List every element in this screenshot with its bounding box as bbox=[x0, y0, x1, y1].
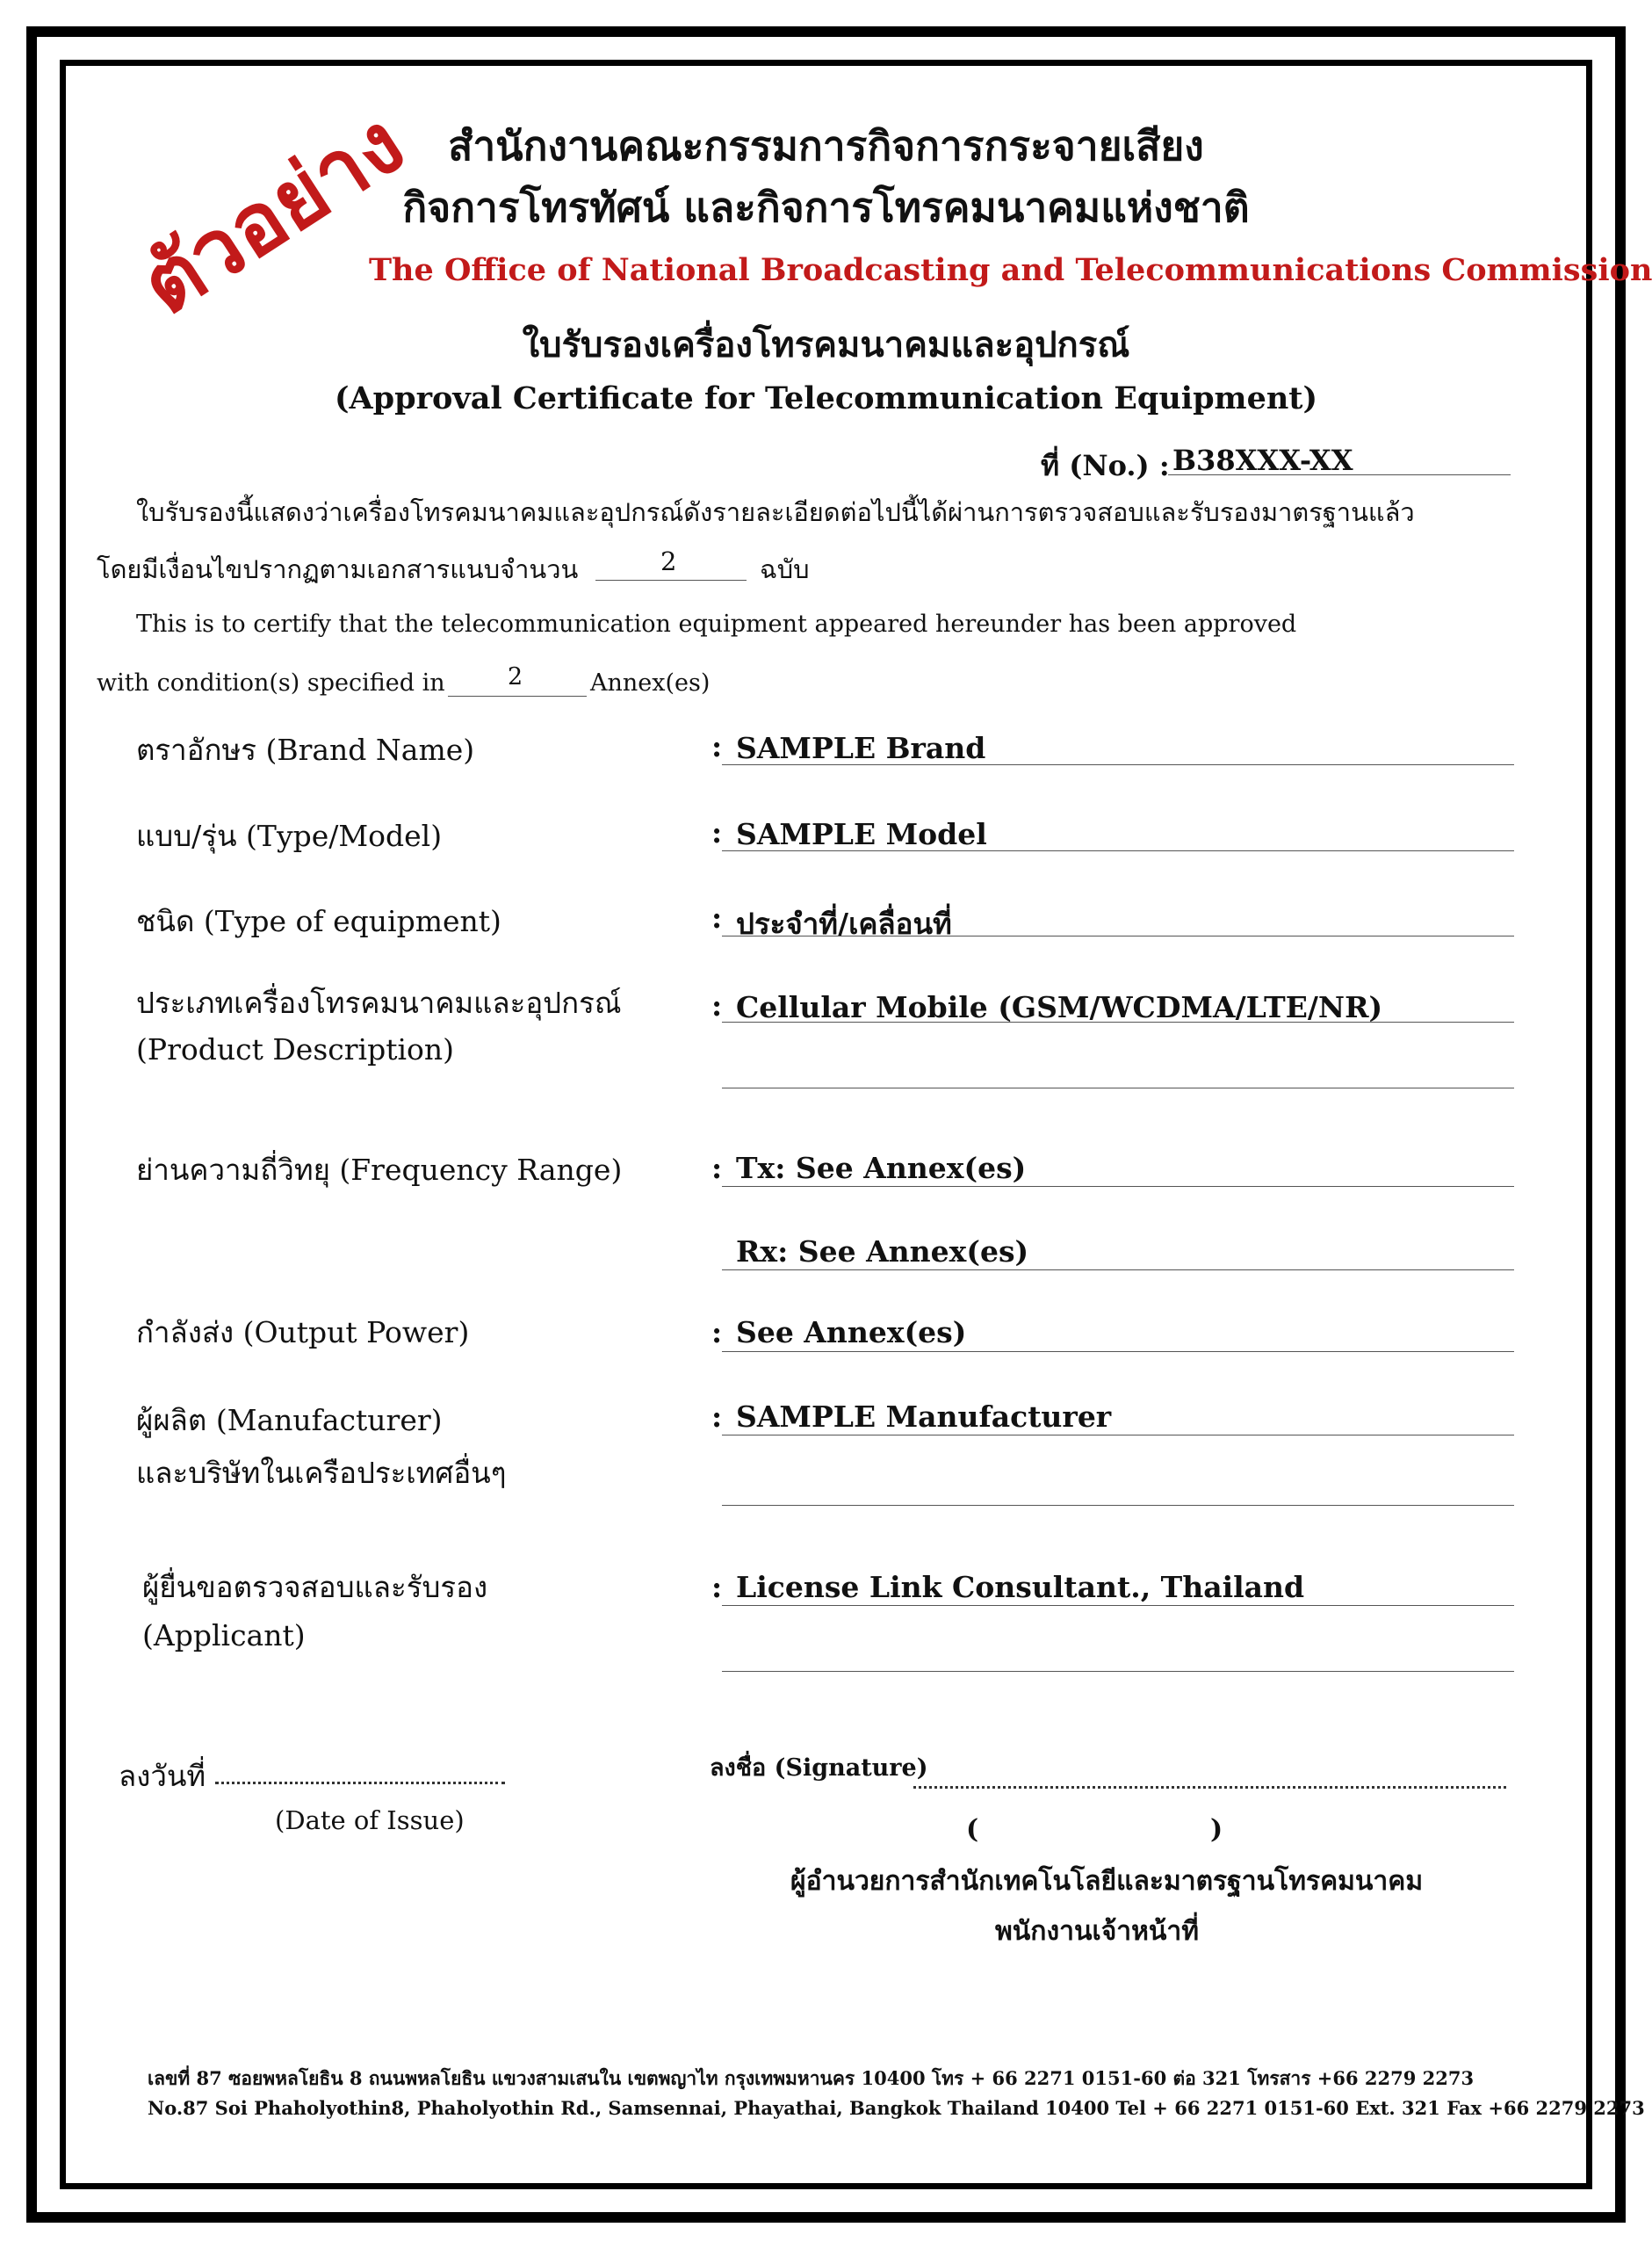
date-caption: (Date of Issue) bbox=[275, 1805, 465, 1835]
signature-label: ลงชื่อ (Signature) bbox=[710, 1754, 928, 1782]
desc-line-1 bbox=[722, 1022, 1514, 1023]
sample-stamp: ตัวอย่าง bbox=[123, 92, 422, 335]
intro-th-line2-prefix: โดยมีเงื่อนไขปรากฏตามเอกสารแนบจำนวน bbox=[97, 554, 579, 584]
power-line bbox=[722, 1351, 1514, 1352]
desc-value: Cellular Mobile (GSM/WCDMA/LTE/NR) bbox=[736, 990, 1383, 1024]
power-value: See Annex(es) bbox=[736, 1315, 967, 1349]
model-colon: : bbox=[711, 815, 723, 850]
freq-rx-line bbox=[722, 1269, 1514, 1270]
intro-th-annex-line bbox=[595, 580, 747, 581]
title-en: The Office of National Broadcasting and Telecommunications Commission bbox=[369, 252, 1652, 288]
mfr-label-2: และบริษัทในเครือประเทศอื่นๆ bbox=[136, 1456, 507, 1490]
type-colon: : bbox=[711, 900, 723, 935]
intro-en-line1: This is to certify that the telecommunication equipment appeared hereunder has been approved bbox=[136, 611, 1297, 638]
freq-colon: : bbox=[711, 1151, 723, 1185]
cert-title-th: ใบรับรองเครื่องโทรคมนาคมและอุปกรณ์ bbox=[522, 324, 1130, 365]
date-dotted-line bbox=[215, 1782, 505, 1784]
brand-colon: : bbox=[711, 729, 723, 763]
date-label: ลงวันที่ bbox=[119, 1759, 206, 1793]
power-colon: : bbox=[711, 1315, 723, 1349]
freq-label: ย่านความถี่วิทยุ (Frequency Range) bbox=[136, 1153, 623, 1187]
brand-label: ตราอักษร (Brand Name) bbox=[136, 733, 475, 767]
applicant-label-2: (Applicant) bbox=[142, 1618, 306, 1652]
mfr-value: SAMPLE Manufacturer bbox=[736, 1399, 1112, 1434]
footer-address-en: No.87 Soi Phaholyothin8, Phaholyothin Rd., Samsennai, Phayathai, Bangkok Thailand 10400 Tel + 66 2271 0151-60 Ext. 321 Fax +66 2279 2273 bbox=[148, 2097, 1645, 2119]
desc-label-th: ประเภทเครื่องโทรคมนาคมและอุปกรณ์ bbox=[136, 986, 622, 1020]
signatory-position: ผู้อำนวยการสำนักเทคโนโลยีและมาตรฐานโทรคมนาคม bbox=[790, 1866, 1424, 1897]
title-th-line1: สำนักงานคณะกรรมการกิจการกระจายเสียง bbox=[448, 122, 1204, 170]
cert-number-label: ที่ (No.) : bbox=[1041, 449, 1170, 482]
applicant-colon: : bbox=[711, 1570, 723, 1604]
intro-th-annex-count: 2 bbox=[660, 546, 677, 576]
cert-title-en: (Approval Certificate for Telecommunication Equipment) bbox=[334, 380, 1318, 416]
applicant-label-1: ผู้ยื่นขอตรวจสอบและรับรอง bbox=[142, 1570, 488, 1604]
signatory-role: พนักงานเจ้าหน้าที่ bbox=[995, 1916, 1200, 1947]
brand-value: SAMPLE Brand bbox=[736, 731, 986, 765]
freq-tx-line bbox=[722, 1186, 1514, 1187]
mfr-colon: : bbox=[711, 1399, 723, 1434]
power-label: กำลังส่ง (Output Power) bbox=[136, 1315, 470, 1349]
title-th-line2: กิจการโทรทัศน์ และกิจการโทรคมนาคมแห่งชาติ bbox=[402, 184, 1250, 231]
model-line bbox=[722, 850, 1514, 851]
freq-rx-value: Rx: See Annex(es) bbox=[736, 1234, 1029, 1269]
model-value: SAMPLE Model bbox=[736, 817, 987, 851]
desc-colon: : bbox=[711, 988, 723, 1023]
applicant-line-2 bbox=[722, 1671, 1514, 1672]
cert-number-line bbox=[1168, 474, 1511, 475]
applicant-value: License Link Consultant., Thailand bbox=[736, 1570, 1305, 1604]
mfr-label-1: ผู้ผลิต (Manufacturer) bbox=[136, 1403, 443, 1437]
type-label: ชนิด (Type of equipment) bbox=[136, 904, 501, 938]
cert-number-value: B38XXX-XX bbox=[1172, 444, 1353, 477]
footer-address-th: เลขที่ 87 ซอยพหลโยธิน 8 ถนนพหลโยธิน แขวงสามเสนใน เขตพญาไท กรุงเทพมหานคร 10400 โทร + 66 2271 0151-60 ต่อ 321 โทรสาร +66 2279 2273 bbox=[148, 2067, 1475, 2089]
intro-en-line2-prefix: with condition(s) specified in bbox=[97, 669, 445, 697]
applicant-line-1 bbox=[722, 1605, 1514, 1606]
brand-line bbox=[722, 764, 1514, 765]
model-label: แบบ/รุ่น (Type/Model) bbox=[136, 819, 443, 853]
freq-tx-value: Tx: See Annex(es) bbox=[736, 1151, 1027, 1185]
desc-label-en: (Product Description) bbox=[136, 1032, 455, 1067]
mfr-line-2 bbox=[722, 1505, 1514, 1506]
type-value: ประจำที่/เคลื่อนที่ bbox=[736, 907, 952, 941]
signatory-paren-close: ) bbox=[1210, 1814, 1223, 1845]
intro-en-annex-count: 2 bbox=[508, 663, 523, 691]
signature-dotted-line bbox=[913, 1786, 1506, 1789]
intro-th-line2-suffix: ฉบับ bbox=[760, 554, 810, 584]
intro-en-line2-suffix: Annex(es) bbox=[590, 669, 711, 697]
signatory-paren-open: ( bbox=[966, 1814, 979, 1845]
intro-en-annex-line bbox=[448, 696, 587, 697]
intro-th-line1: ใบรับรองนี้แสดงว่าเครื่องโทรคมนาคมและอุปกรณ์ดังรายละเอียดต่อไปนี้ได้ผ่านการตรวจสอบและรับรองมาตรฐานแล้ว bbox=[136, 497, 1415, 527]
